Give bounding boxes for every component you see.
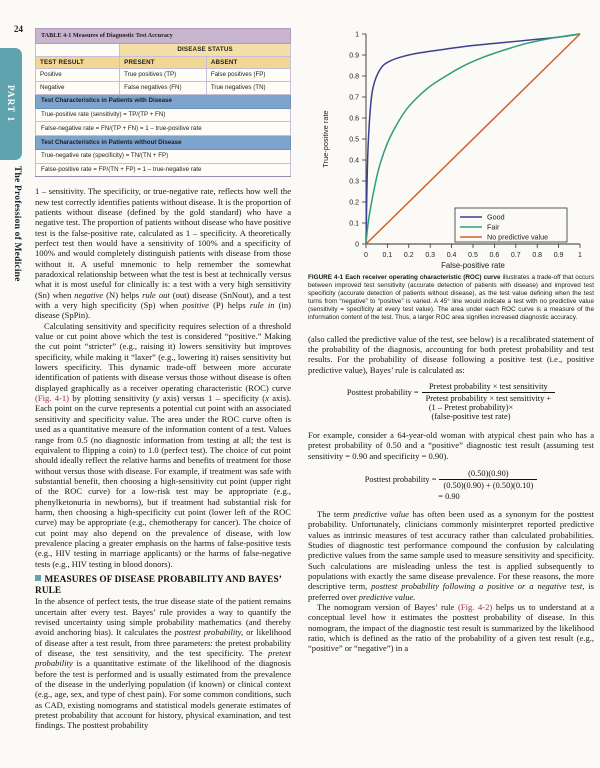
table-formula: True-negative rate (specificity) = TN/(TN + FP) <box>36 149 291 163</box>
equation-bayes-general <box>308 382 594 403</box>
diagnostic-accuracy-table <box>35 28 291 177</box>
y-axis-label: True-positive rate <box>321 110 330 168</box>
figure-caption <box>308 274 594 323</box>
svg-text:0.2: 0.2 <box>403 252 414 259</box>
roc-chart-svg <box>308 16 594 271</box>
equation-numerator: Pretest probability × test sensitivity <box>429 381 548 391</box>
paragraph-predictive-term <box>308 509 594 602</box>
para-emph: predictive value <box>353 508 409 519</box>
svg-text:0.8: 0.8 <box>349 73 359 81</box>
figure-cross-reference[interactable]: (Fig. 4-2) <box>457 602 493 613</box>
svg-text:0.5: 0.5 <box>468 252 478 259</box>
table-cell: False negatives (FN) <box>120 82 207 95</box>
section-heading-text: MEASURES OF DISEASE PROBABILITY AND BAYES’ RULE <box>35 574 282 596</box>
para-emph: posttest probability following a positive or a negative test, <box>371 581 585 592</box>
paragraph-roc <box>35 321 291 569</box>
para-text: 1 – sensitivity. The specificity, or true-negative rate, reflects how well the new test correctly identifies patients without disease. It is the proportion of patients without disease (defined by the gold standard) who have a negative test. The proportion of patients without disease who have positive test is the false-positive rate, calculated as 1 – specificity. A theoretically perfect test then would have a sensitivity of 100% and a specificity of 100% and would completely distinguish patients with disease from those without it. A useful mnemonic to help remember the somewhat paradoxical relationship between what the test is best at technically versus what it is most useful for clinically is: a test with a very high sensitivity (Sn) when <box>35 186 291 300</box>
para-text: (P) helps <box>208 300 250 311</box>
page-number: 24 <box>14 24 23 34</box>
svg-text:0.6: 0.6 <box>489 252 500 259</box>
paragraph-sensitivity <box>35 186 291 320</box>
chart-legend <box>455 208 567 242</box>
svg-text:0.5: 0.5 <box>349 136 359 144</box>
para-text: or likelihood of disease after a test result, from three parameters: the pretest probability of disease, the test sensitivity, and the test specificity. The <box>35 627 291 658</box>
para-text: axis) versus 1 – specificity ( <box>159 393 266 404</box>
figure-4-1 <box>308 16 594 323</box>
equation-fraction <box>422 382 556 403</box>
svg-text:0.9: 0.9 <box>349 52 359 60</box>
part-label: PART 1 <box>6 85 16 123</box>
para-emph: negative <box>74 289 104 300</box>
paragraph-bayes-intro <box>35 596 291 730</box>
para-emph: rule in <box>249 300 275 311</box>
x-axis-label: False-positive rate <box>441 261 505 270</box>
table-col-header-2: ABSENT <box>206 56 290 69</box>
para-emph: predictive value. <box>358 591 416 602</box>
table-cell: True positives (TP) <box>120 69 207 82</box>
svg-text:0.2: 0.2 <box>349 199 359 207</box>
para-text: axis). Each point on the curve represents a potential cut point with an associated sensitivity and specificity value. The area under the ROC curve often is used as a quantitative measure of the information content of a test. Values range from 0.5 (no diagnostic information from testing at all; the test is equivalent to flipping a coin) to 1.0 (perfect test). The choice of cut point should ideally reflect the relative harms and benefits of treatment for those without versus those with disease. For example, if treatment was safe with substantial benefit, then choosing a high-sensitivity cut point (upper right of the ROC curve) for a low-risk test may be appropriate (e.g., phenylketonuria in newborns), but if treatment had substantial risk for harm, then choosing a high-specificity cut point (lower left of the ROC curve) may be appropriate (e.g., chemotherapy for cancer). The choice of cut point may also depend on the prevalence of disease, with low prevalence placing a greater emphasis on the harms of false-positive tests (e.g., HIV testing in marriage applicants) or the harms of false-negative tests (e.g., HIV testing in blood donors). <box>35 393 291 569</box>
table-corner-blank <box>36 43 120 56</box>
svg-text:0.7: 0.7 <box>510 252 521 259</box>
para-text: The nomogram version of Bayes’ rule <box>317 602 458 613</box>
para-text: is preferred over <box>308 581 594 602</box>
para-text: In the absence of perfect tests, the true disease state of the patient remains uncertain after every test. Bayes’ rule provides a way to quantify the revised uncertainty using simple probability mathematics (and thereby avoid anchoring bias). It calculates the <box>35 596 291 638</box>
table-cell: Positive <box>36 69 120 82</box>
table-formula: True-positive rate (sensitivity) = TP/(TP + FN) <box>36 108 291 122</box>
left-column <box>35 28 291 731</box>
paragraph-nomogram <box>308 602 594 654</box>
para-emph: y <box>155 393 160 404</box>
part-title: The Profession of Medicine <box>12 166 22 282</box>
para-emph: posttest probability, <box>174 627 244 638</box>
figure-caption-text: illustrates a trade-off that occurs between improved test sensitivity (accurate detection of patients with disease) and improved test specificity (accurate detection of patients without disease), as the test value defining when the test turns from “negative” to “positive” is varied. A 45° line would indicate a test with no predictive value (sensitivity = specificity at every test value). The area under each ROC curve is a measure of the information content of the test. Thus, a larger ROC area signifies increased diagnostic accuracy. <box>308 274 594 322</box>
legend-label: Good <box>487 212 505 222</box>
equation-numerator: (0.50)(0.90) <box>468 468 509 478</box>
x-axis-ticks <box>364 244 582 259</box>
table-title: TABLE 4-1 Measures of Diagnostic Test Accuracy <box>36 29 291 44</box>
equation-denominator: (0.50)(0.90) + (0.50)(0.10) <box>439 479 537 490</box>
para-text: The term <box>317 508 354 519</box>
svg-text:0.7: 0.7 <box>349 94 359 102</box>
equation-fraction <box>439 469 537 490</box>
svg-text:0.1: 0.1 <box>349 220 359 228</box>
para-text: (out) disease (SnNout), and a test with a very high specificity (Sp) when <box>35 289 291 311</box>
svg-text:0.4: 0.4 <box>446 252 457 259</box>
para-emph: positive <box>182 300 209 311</box>
table-formula: False-positive rate = FP/(TN + FP) = 1 – true-negative rate <box>36 163 291 177</box>
svg-text:0: 0 <box>355 241 359 249</box>
svg-text:0.8: 0.8 <box>532 252 543 259</box>
table-col-header-1: PRESENT <box>120 56 207 69</box>
para-text: is a quantitative estimate of the likelihood of the diagnosis before the test is performed and is usually estimated from the prevalence of the disease in the underlying population (if known) or clinical context (e.g., age, sex, and type of chest pain). For some common conditions, such as CAD, existing nomograms and statistical models generate estimates of pretest probability that account for history, physical examination, and test findings. The posttest probability <box>35 658 291 731</box>
equation-lhs: Posttest probability = <box>364 474 437 484</box>
table-band-with-disease: Test Characteristics in Patients with Disease <box>36 94 291 108</box>
svg-text:0.4: 0.4 <box>349 157 359 165</box>
right-column <box>308 16 594 654</box>
legend-label: Fair <box>487 222 500 232</box>
svg-text:0.9: 0.9 <box>553 252 564 259</box>
table-band-without-disease: Test Characteristics in Patients without Disease <box>36 136 291 150</box>
svg-text:0.3: 0.3 <box>425 252 436 259</box>
svg-text:1: 1 <box>355 31 359 39</box>
table-cell: Negative <box>36 82 120 95</box>
legend-label: No predictive value <box>487 232 549 242</box>
table-cell: False positives (FP) <box>206 69 290 82</box>
equation-bayes-example <box>308 469 594 490</box>
table-col-header-0: TEST RESULT <box>36 56 120 69</box>
roc-chart <box>308 16 594 271</box>
paragraph-example: For example, consider a 64-year-old woman with atypical chest pain who has a pretest probability of 0.50 and a “positive” diagnostic test result (assuming test sensitivity = 0.90 and specificity = 0.90). <box>308 429 594 461</box>
para-text: has often been used as a synonym for the posttest probability. Unfortunately, clinicians commonly misinterpret reported predictive values as intrinsic measures of test accuracy rather than calculated probabilities. Studies of diagnostic test performance compound the confusion by calculating predictive values from the same sample used to measure sensitivity and specificity. Such calculations are misleading unless the test is applied subsequently to populations with exactly the same disease prevalence. For these reasons, the more descriptive term, <box>308 508 595 592</box>
para-text: by plotting sensitivity ( <box>69 393 156 404</box>
para-emph: pretest probability <box>35 647 291 669</box>
table-group-header: DISEASE STATUS <box>120 43 291 56</box>
para-text: (N) helps <box>103 289 143 300</box>
table-cell: True negatives (TN) <box>206 82 290 95</box>
table-row <box>36 69 291 82</box>
svg-text:0.6: 0.6 <box>349 115 359 123</box>
svg-text:0.3: 0.3 <box>349 178 359 186</box>
section-heading-bayes <box>35 575 291 596</box>
svg-text:1: 1 <box>578 252 582 259</box>
para-text: Calculating sensitivity and specificity requires selection of a threshold value or cut point above which the test is considered “positive.” Making the cut point “stricter” (e.g., raising it) lowers sensitivity but improves specificity, while making it “laxer” (e.g., lowering it) raises sensitivity but lowers specificity. This dynamic trade-off between more accurate identification of patients with disease versus those without disease is often displayed graphically as a receiver operating characteristic (ROC) curve <box>35 320 291 393</box>
para-text: (in) disease (SpPin). <box>35 300 291 321</box>
equation-denominator-line3: (false-positive test rate) <box>431 411 511 421</box>
equation-result: = 0.90 <box>438 491 460 501</box>
svg-text:0: 0 <box>364 252 368 259</box>
paragraph-predictive-value: (also called the predictive value of the test, see below) is a recalibrated statement of the probability of the diagnosis, accounting for both pretest probability and test results. For the probability of disease following a positive test (i.e., positive predictive value), Bayes’ rule is calculated as: <box>308 333 594 375</box>
para-text: helps us to understand at a conceptual level how it estimates the posttest probability of disease. In this nomogram, the impact of the diagnostic test result is summarized by the likelihood ratio, which is defined as the ratio of the probability of a given test result (e.g., “positive” or “negative”) in a <box>308 602 594 654</box>
section-bullet-icon <box>35 575 41 581</box>
equation-lhs: Posttest probability = <box>346 387 419 397</box>
figure-cross-reference[interactable]: (Fig. 4-1) <box>35 393 69 404</box>
table-formula: False-negative rate = FN/(TP + FN) = 1 – true-positive rate <box>36 122 291 136</box>
equation-denominator-line2: (1 – Pretest probability)× <box>428 402 514 412</box>
figure-caption-label: FIGURE 4-1 Each receiver operating characteristic (ROC) curve <box>308 274 501 281</box>
para-emph: x <box>265 393 269 404</box>
para-emph: rule out <box>142 289 170 300</box>
svg-text:0.1: 0.1 <box>382 252 393 259</box>
table-row <box>36 82 291 95</box>
y-axis-ticks <box>349 32 366 249</box>
equation-denominator: Pretest probability × test sensitivity + <box>422 392 556 403</box>
